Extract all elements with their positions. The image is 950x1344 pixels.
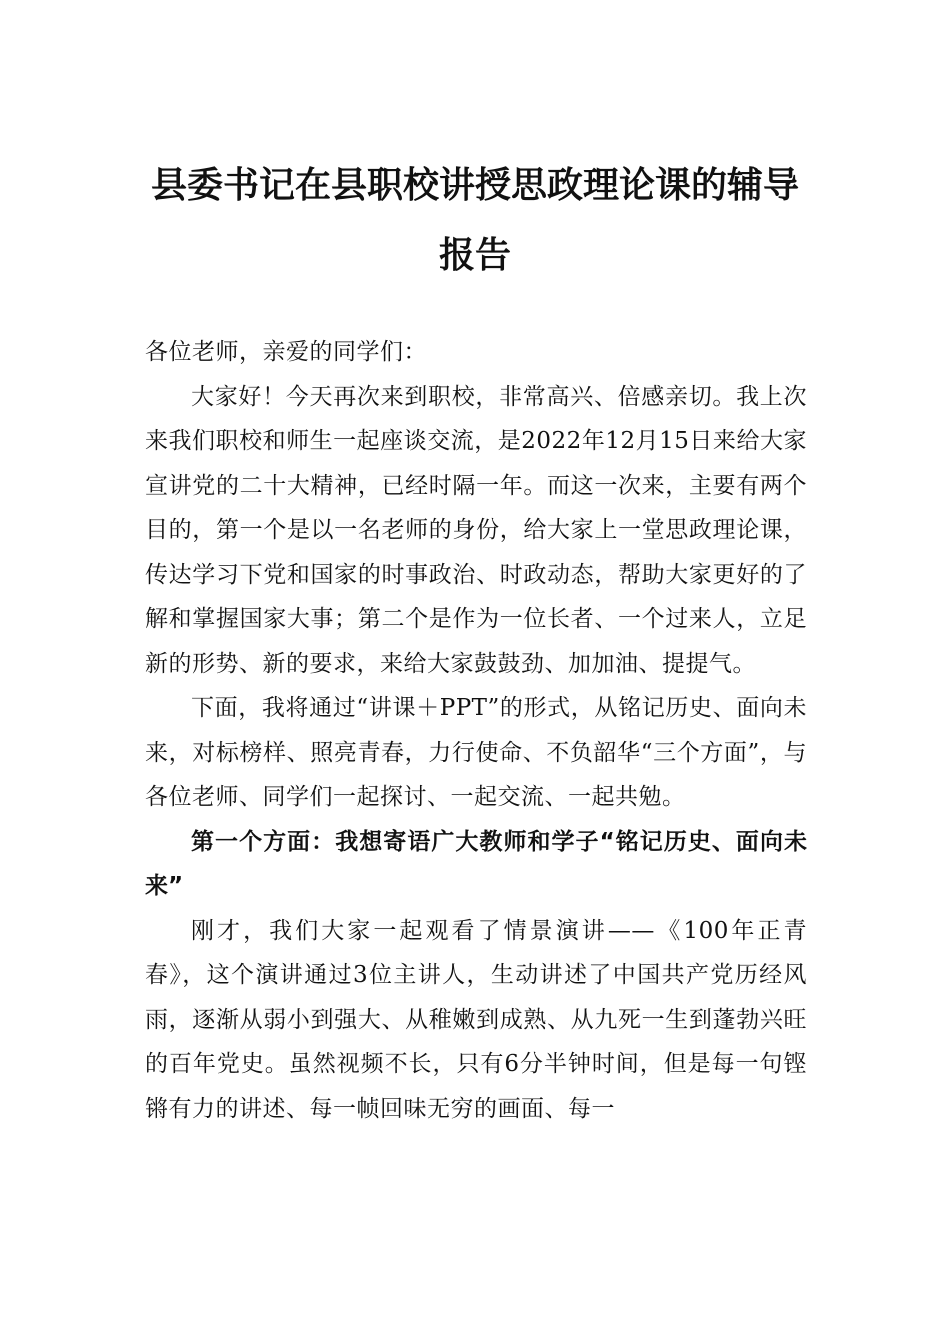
paragraph-outline: 下面，我将通过“讲课＋PPT”的形式，从铭记历史、面向未来，对标榜样、照亮青春，力行使命、不负韶华“三个方面”，与各位老师、同学们一起探讨、一起交流、一起共勉。 [145, 695, 807, 810]
paragraph-section-one: 刚才，我们大家一起观看了情景演讲——《100年正青春》，这个演讲通过3位主讲人，生动讲述了中国共产党历经风雨，逐渐从弱小到强大、从稚嫩到成熟、从九死一生到蓬勃兴旺的百年党史。虽然视频不长，只有6分半钟时间，但是每一句铿锵有力的讲述、每一帧回味无穷的画面、每一 [145, 917, 807, 1122]
document-body [145, 330, 807, 1131]
document-title: 县委书记在县职校讲授思政理论课的辅导报告 [150, 164, 799, 276]
greeting: 各位老师，亲爱的同学们： [145, 339, 427, 365]
paragraph-intro: 大家好！今天再次来到职校，非常高兴、倍感亲切。我上次来我们职校和师生一起座谈交流，是2022年12月15日来给大家宣讲党的二十大精神，已经时隔一年。而这一次来，主要有两个目的，第一个是以一名老师的身份，给大家上一堂思政理论课，传达学习下党和国家的时事政治、时政动态，帮助大家更好的了解和掌握国家大事；第二个是作为一位长者、一个过来人，立足新的形势、新的要求，来给大家鼓鼓劲、加加油、提提气。 [145, 383, 807, 677]
section-heading: 第一个方面：我想寄语广大教师和学子“铭记历史、面向未来” [145, 828, 807, 899]
